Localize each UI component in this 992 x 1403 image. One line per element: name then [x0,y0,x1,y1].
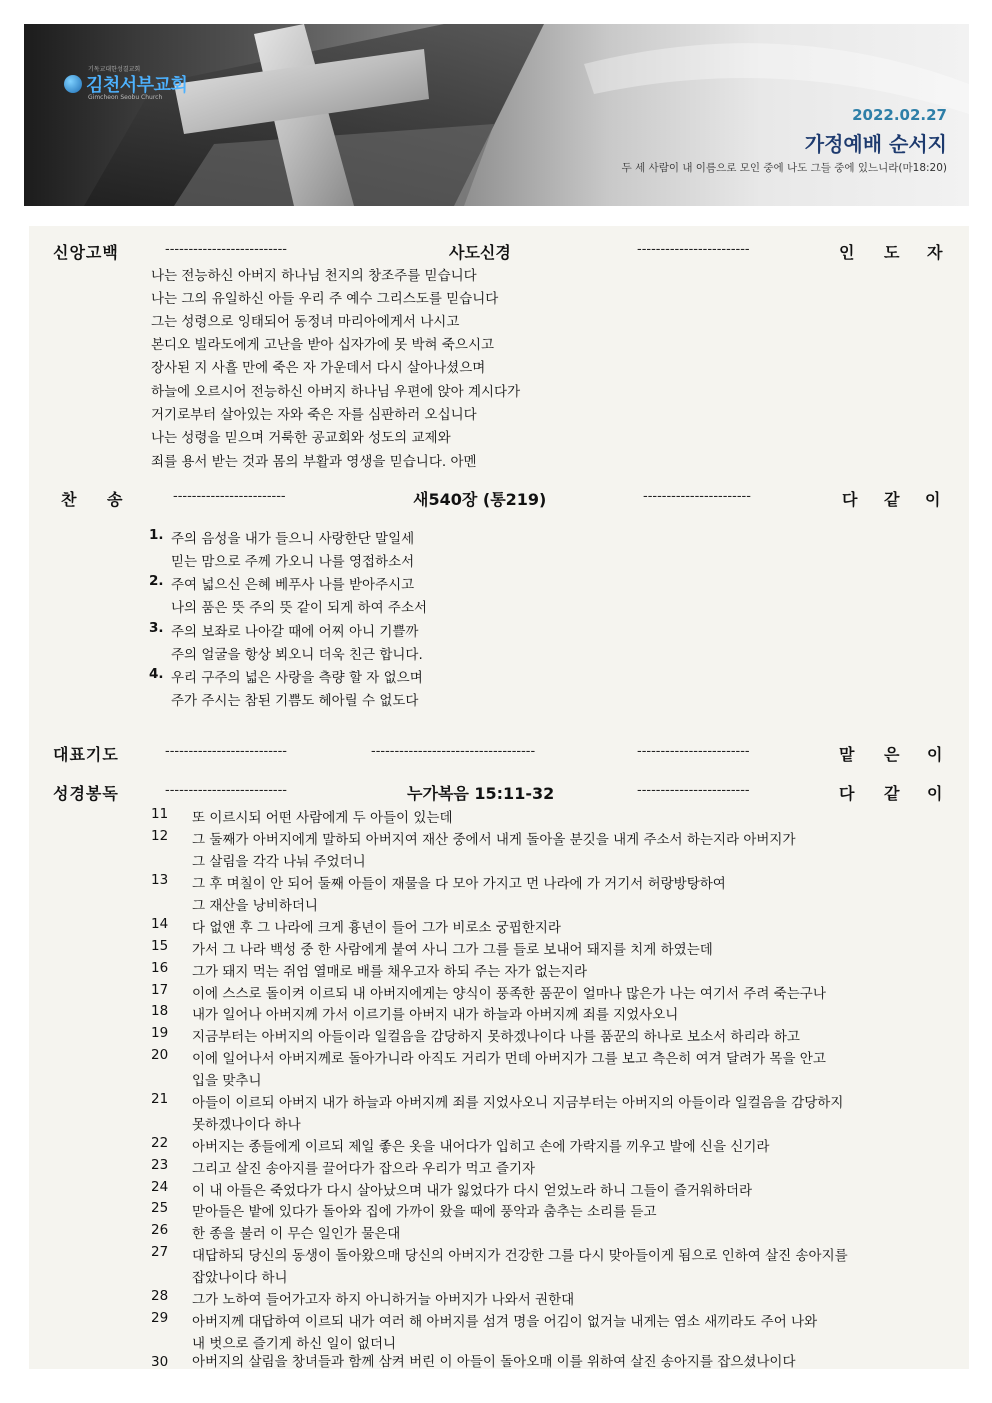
section-title: 누가복음 15:11-32 [407,784,555,803]
creed-line: 거기로부터 살아있는 자와 죽은 자를 심판하러 오십니다 [151,407,477,423]
church-name: 김천서부교회 [86,75,188,96]
verse-number: 13 [151,872,169,888]
verse-text: 그 살림을 각각 나눠 주었더니 [192,854,366,870]
section-title: 사도신경 [449,243,511,262]
dash-divider: -------------------------- [165,783,287,798]
section-reading-header [29,781,969,805]
leader-char: 이 [925,490,941,509]
verse-number: 20 [151,1047,169,1063]
hymn-verse-number: 1. [149,527,164,543]
verse-text: 아들이 이르되 아버지 내가 하늘과 아버지께 죄를 지었사오니 지금부터는 아버지의 아들이라 일컬음을 감당하지 [192,1095,844,1111]
section-hymn-header [29,487,969,511]
verse-number: 30 [151,1354,169,1370]
leader-char: 은 [884,745,900,764]
verse-text: 잡았나이다 하니 [192,1270,288,1286]
leader-char: 다 [839,784,855,803]
verse-text: 이에 일어나서 아버지께로 돌아가니라 아직도 거리가 먼데 아버지가 그를 보고 측은히 여겨 달려가 목을 안고 [192,1051,826,1067]
creed-line: 장사된 지 사흘 만에 죽은 자 가운데서 다시 살아나셨으며 [151,360,486,376]
verse-number: 24 [151,1179,169,1195]
verse-text: 그 둘째가 아버지에게 말하되 아버지여 재산 중에서 내게 돌아올 분깃을 내게 주소서 하는지라 아버지가 [192,832,796,848]
creed-line: 나는 전능하신 아버지 하나님 천지의 창조주를 믿습니다 [151,268,477,284]
verse-text: 다 없앤 후 그 나라에 크게 흉년이 들어 그가 비로소 궁핍한지라 [192,920,561,936]
verse-number: 29 [151,1310,169,1326]
creed-line: 그는 성령으로 잉태되어 동정녀 마리아에게서 나시고 [151,314,460,330]
leader-char: 자 [927,243,943,262]
verse-number: 25 [151,1200,169,1216]
hymn-line: 주의 음성을 내가 들으니 사랑한단 말일세 [171,531,415,547]
hymn-line: 주여 넓으신 은혜 베푸사 나를 받아주시고 [171,577,415,593]
dash-divider: ------------------------ [173,489,286,504]
verse-text: 입을 맞추니 [192,1073,262,1089]
hymn-line: 주의 보좌로 나아갈 때에 어찌 아니 기쁠까 [171,624,419,640]
hymn-line: 나의 품은 뜻 주의 뜻 같이 되게 하여 주소서 [171,600,428,616]
verse-number: 23 [151,1157,169,1173]
banner-verse: 두 세 사람이 내 이름으로 모인 중에 나도 그들 중에 있느니라(마18:20) [621,162,947,174]
verse-text: 그 재산을 낭비하더니 [192,898,318,914]
section-prayer-header [29,742,969,766]
verse-text: 이에 스스로 돌이켜 이르되 내 아버지에게는 양식이 풍족한 품꾼이 얼마나 많은가 나는 여기서 주려 죽는구나 [192,986,826,1002]
verse-number: 17 [151,982,169,998]
verse-text: 가서 그 나라 백성 중 한 사람에게 붙여 사니 그가 그를 들로 보내어 돼지를 치게 하였는데 [192,942,713,958]
hymn-line: 주의 얼굴을 항상 뵈오니 더욱 친근 합니다. [171,647,423,663]
section-label: 성경봉독 [53,784,119,803]
leader-char: 이 [927,784,943,803]
leader-char: 이 [927,745,943,764]
verse-text: 대답하되 당신의 동생이 돌아왔으매 당신의 아버지가 건강한 그를 다시 맞아들이게 됨으로 인하여 살진 송아지를 [192,1248,848,1264]
verse-number: 22 [151,1135,169,1151]
verse-text: 또 이르시되 어떤 사람에게 두 아들이 있는데 [192,810,453,826]
verse-number: 15 [151,938,169,954]
dash-divider: ------------------------ [637,783,750,798]
leader-char: 같 [884,784,900,803]
leader-char: 같 [884,490,900,509]
hymn-verse-number: 4. [149,666,164,682]
creed-line: 나는 성령을 믿으며 거룩한 공교회와 성도의 교제와 [151,430,451,446]
verse-text: 지금부터는 아버지의 아들이라 일컬음을 감당하지 못하겠나이다 나를 품꾼의 하나로 보소서 하리라 하고 [192,1029,800,1045]
dash-divider: ----------------------------------- [371,744,536,759]
verse-number: 27 [151,1244,169,1260]
leader-char: 인 [839,243,855,262]
verse-text: 못하겠나이다 하나 [192,1117,301,1133]
creed-line: 죄를 용서 받는 것과 몸의 부활과 영생을 믿습니다. 아멘 [151,454,477,470]
hymn-line: 주가 주시는 참된 기쁨도 헤아릴 수 없도다 [171,693,419,709]
verse-number: 21 [151,1091,169,1107]
service-date: 2022.02.27 [852,106,947,124]
section-title: 새540장 (통219) [413,490,547,509]
verse-text: 맏아들은 밭에 있다가 돌아와 집에 가까이 왔을 때에 풍악과 춤추는 소리를 듣고 [192,1204,657,1220]
dash-divider: -------------------------- [165,242,287,257]
verse-number: 14 [151,916,169,932]
verse-number: 11 [151,806,169,822]
verse-number: 16 [151,960,169,976]
verse-text: 아버지는 종들에게 이르되 제일 좋은 옷을 내어다가 입히고 손에 가락지를 끼우고 발에 신을 신기라 [192,1139,770,1155]
worship-order [29,226,969,1369]
verse-text: 그리고 살진 송아지를 끌어다가 잡으라 우리가 먹고 즐기자 [192,1161,536,1177]
section-label: 찬 [61,490,78,509]
hymn-verse-number: 3. [149,620,164,636]
hymn-line: 우리 구주의 넓은 사랑을 측량 할 자 없으며 [171,670,423,686]
dash-divider: ------------------------ [637,242,750,257]
dash-divider: ----------------------- [643,489,751,504]
hymn-line: 믿는 맘으로 주께 가오니 나를 영접하소서 [171,554,415,570]
globe-icon [64,75,82,93]
verse-text: 그 후 며칠이 안 되어 둘째 아들이 재물을 다 모아 가지고 먼 나라에 가 거기서 허랑방탕하여 [192,876,726,892]
verse-number: 19 [151,1025,169,1041]
verse-text: 아버지의 살림을 창녀들과 함께 삼켜 버린 이 아들이 돌아오매 이를 위하여 살진 송아지를 잡으셨나이다 [192,1354,796,1370]
dash-divider: ------------------------ [637,744,750,759]
verse-text: 한 종을 불러 이 무슨 일인가 물은대 [192,1226,401,1242]
section-label: 신앙고백 [53,243,119,262]
church-denomination: 기독교대한성결교회 [88,66,141,73]
verse-number: 18 [151,1003,169,1019]
leader-char: 도 [884,243,900,262]
church-name-english: Gimcheon Seobu Church [88,94,163,101]
verse-text: 그가 노하여 들어가고자 하지 아니하거늘 아버지가 나와서 권한대 [192,1292,575,1308]
verse-number: 26 [151,1222,169,1238]
verse-text: 그가 돼지 먹는 쥐엄 열매로 배를 채우고자 하되 주는 자가 없는지라 [192,964,588,980]
section-creed-header [29,240,969,264]
verse-text: 내 벗으로 즐기게 하신 일이 없더니 [192,1336,397,1352]
order-title: 가정예배 순서지 [804,132,947,156]
verse-text: 이 내 아들은 죽었다가 다시 살아났으며 내가 잃었다가 다시 얻었노라 하니 그들이 즐거워하더라 [192,1183,753,1199]
verse-number: 12 [151,828,169,844]
dash-divider: -------------------------- [165,744,287,759]
verse-text: 내가 일어나 아버지께 가서 이르기를 아버지 내가 하늘과 아버지께 죄를 지었사오니 [192,1007,679,1023]
hymn-verse-number: 2. [149,573,164,589]
leader-char: 맡 [839,745,855,764]
verse-text: 아버지께 대답하여 이르되 내가 여러 해 아버지를 섬겨 명을 어김이 없거늘 내게는 염소 새끼라도 주어 나와 [192,1314,818,1330]
verse-number: 28 [151,1288,169,1304]
section-label: 대표기도 [53,745,119,764]
section-label: 송 [107,490,124,509]
creed-line: 본디오 빌라도에게 고난을 받아 십자가에 못 박혀 죽으시고 [151,337,495,353]
creed-line: 하늘에 오르시어 전능하신 아버지 하나님 우편에 앉아 계시다가 [151,384,521,400]
creed-line: 나는 그의 유일하신 아들 우리 주 예수 그리스도를 믿습니다 [151,291,499,307]
header-banner [24,24,969,206]
leader-char: 다 [842,490,858,509]
cross-bible-image [24,24,969,206]
